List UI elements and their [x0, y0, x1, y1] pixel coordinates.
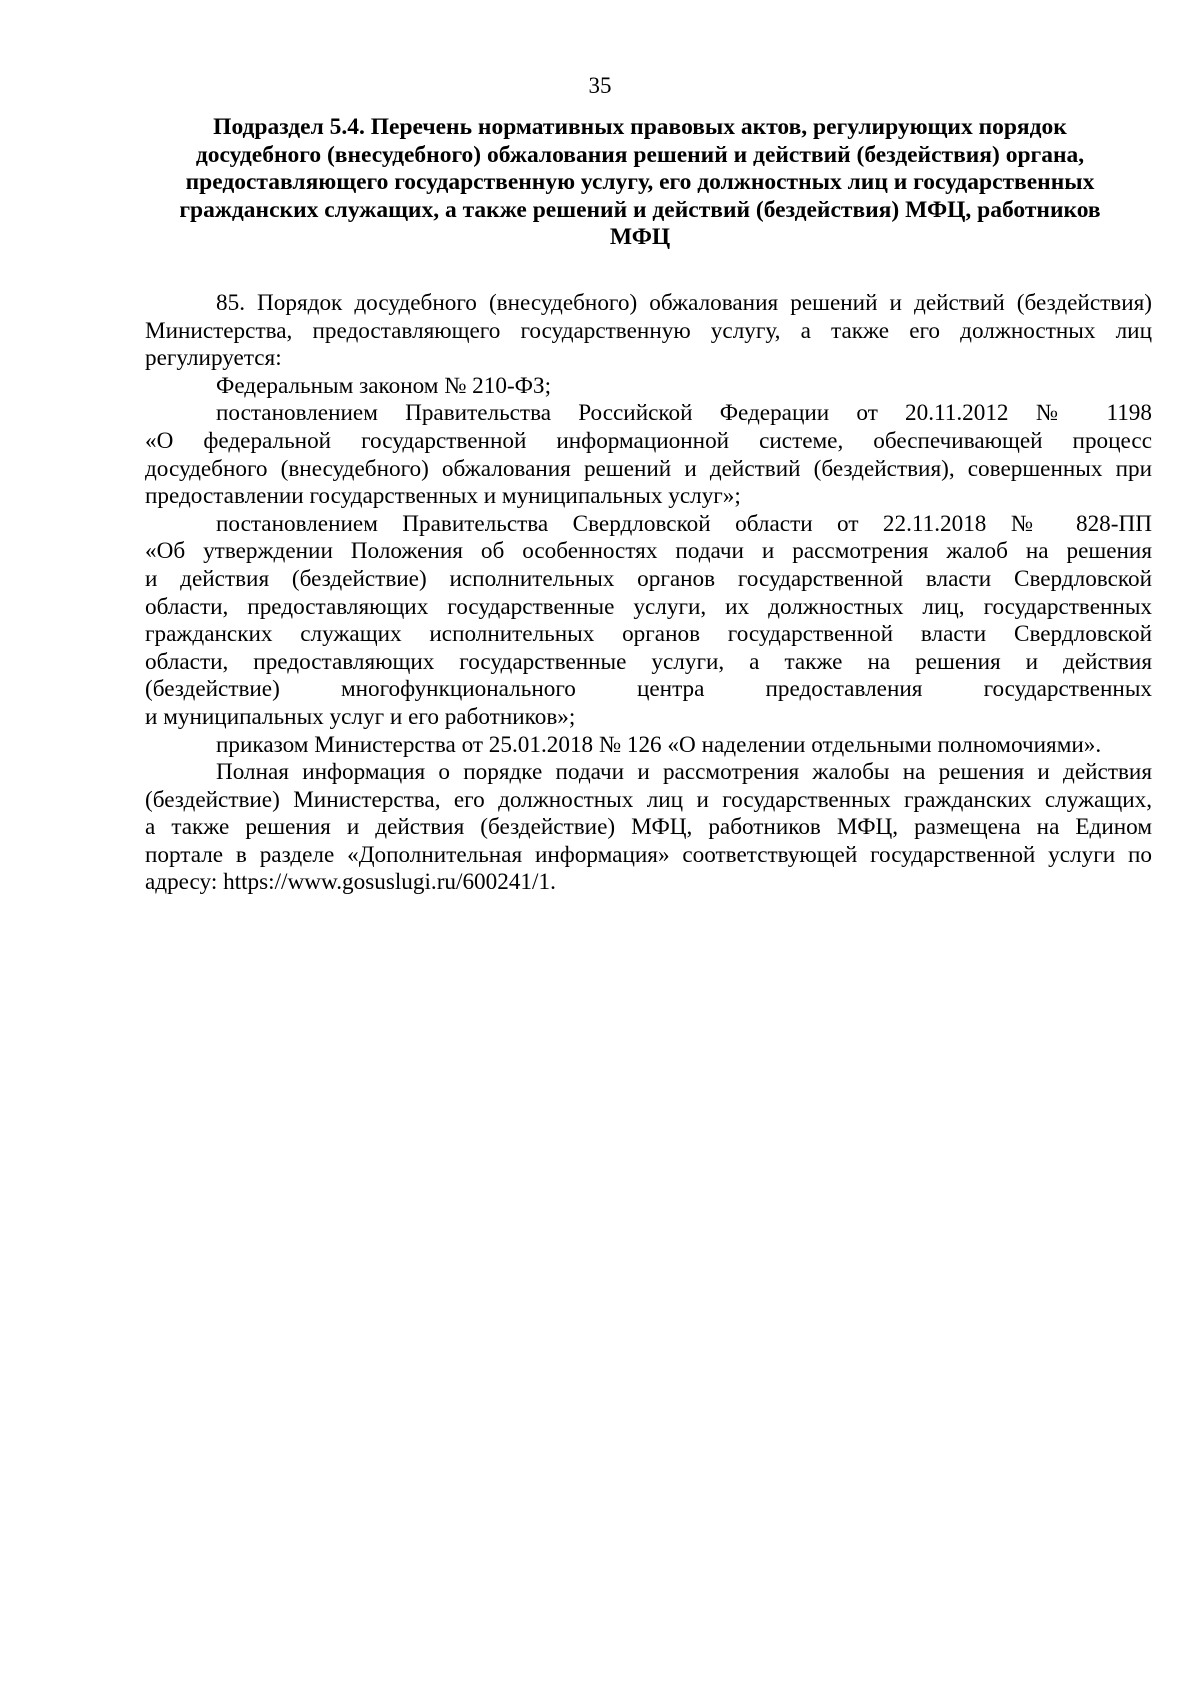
section-title-line: предоставляющего государственную услугу, его должностных лиц и государственных: [185, 169, 1095, 195]
list-item-ministry-order: [145, 732, 1152, 760]
paragraph-line: 85. Порядок досудебного (внесудебного) обжалования решений и действий (бездействия): [216, 290, 1152, 316]
list-item-government-resolution: [145, 400, 1152, 510]
body-text: [145, 290, 1152, 897]
paragraph-line: Федеральным законом № 210-ФЗ;: [216, 372, 552, 399]
paragraph-line: (бездействие) Министерства, его должностных лиц и государственных гражданских служащих,: [145, 786, 1152, 813]
paragraph-line: адресу: https://www.gosuslugi.ru/600241/1.: [145, 869, 556, 896]
list-item-federal-law: [145, 373, 1152, 401]
paragraph-line: досудебного (внесудебного) обжалования решений и действий (бездействия), совершенных при: [145, 455, 1152, 482]
section-title-line: досудебного (внесудебного) обжалования решений и действий (бездействия) органа,: [195, 141, 1085, 168]
paragraph-line: постановлением Правительства Российской Федерации от 20.11.2012 № 1198: [216, 400, 1152, 427]
section-title: [160, 114, 1120, 252]
section-title-line: Подраздел 5.4. Перечень нормативных правовых актов, регулирующих порядок: [213, 114, 1067, 140]
paragraph-line: «О федеральной государственной информационной системе, обеспечивающей процесс: [145, 427, 1152, 454]
paragraph-line: Полная информация о порядке подачи и рассмотрения жалобы на решения и действия: [216, 759, 1152, 786]
paragraph-line: и муниципальных услуг и его работников»;: [145, 703, 576, 730]
paragraph-line: области, предоставляющих государственные услуги, а также на решения и действия: [145, 648, 1152, 675]
paragraph-line: регулируется:: [145, 345, 282, 372]
paragraph-line: и действия (бездействие) исполнительных органов государственной власти Свердловской: [145, 565, 1152, 592]
page-number: 35: [588, 73, 612, 98]
paragraph-line: гражданских служащих исполнительных органов государственной власти Свердловской: [145, 621, 1152, 648]
paragraph-full-info: [145, 759, 1152, 897]
paragraph-line: Министерства, предоставляющего государственную услугу, а также его должностных лиц: [145, 317, 1152, 344]
paragraph-line: «Об утверждении Положения об особенностях подачи и рассмотрения жалоб на решения: [145, 538, 1152, 565]
paragraph-line: приказом Министерства от 25.01.2018 № 126 «О наделении отдельными полномочиями».: [216, 731, 1102, 758]
paragraph-line: (бездействие) многофункционального центра предоставления государственных: [145, 676, 1152, 703]
paragraph-line: портале в разделе «Дополнительная информация» соответствующей государственной услуги по: [145, 841, 1152, 868]
paragraph-line: постановлением Правительства Свердловской области от 22.11.2018 № 828-ПП: [216, 510, 1152, 537]
paragraph-85: [145, 290, 1152, 373]
paragraph-line: а также решения и действия (бездействие) МФЦ, работников МФЦ, размещена на Едином: [145, 814, 1152, 841]
list-item-regional-resolution: [145, 511, 1152, 732]
section-title-line: гражданских служащих, а также решений и действий (бездействия) МФЦ, работников: [179, 196, 1101, 223]
paragraph-line: предоставлении государственных и муниципальных услуг»;: [145, 483, 741, 510]
section-title-line: МФЦ: [609, 224, 671, 250]
paragraph-line: области, предоставляющих государственные услуги, их должностных лиц, государственных: [145, 593, 1152, 620]
